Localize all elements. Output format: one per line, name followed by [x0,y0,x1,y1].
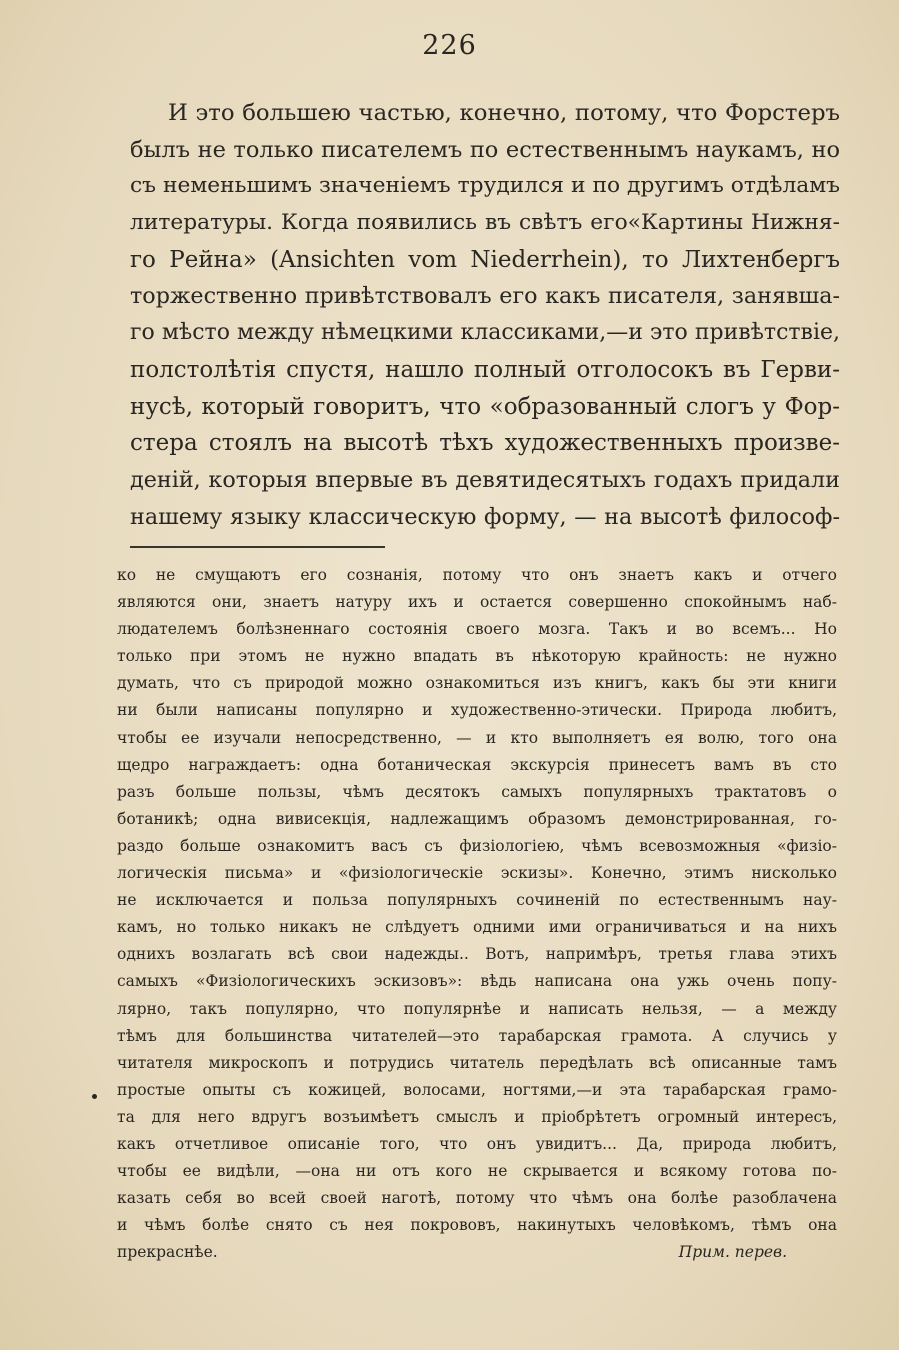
footnote-block [117,562,837,1266]
footnote-line: разъ больше пользы, чѣмъ десятокъ самыхъ популярныхъ трактатовъ о [117,782,837,801]
footnote-line: однихъ возлагать всѣ свои надежды.. Вотъ, напримѣръ, третья глава этихъ [117,945,837,964]
footnote-line: та для него вдругъ возъимѣетъ смыслъ и пріобрѣтетъ огромный интересъ, [117,1107,837,1126]
footnote-line: думать, что съ природой можно ознакомиться изъ книгъ, какъ бы эти книги [117,674,837,693]
footnote-line: ко не смущаютъ его сознанія, потому что онъ знаетъ какъ и отчего [117,566,837,584]
footnote-last-line [117,1239,837,1266]
main-text-line: литературы. Когда появились въ свѣтъ его«Картины Нижня- [130,210,840,236]
footnote-line: казать себя во всей своей наготѣ, потому что чѣмъ она болѣе разоблачена [117,1189,837,1208]
footnote-line: ни были написаны популярно и художественно-этически. Природа любитъ, [117,701,837,720]
main-text-line: торжественно привѣтствовалъ его какъ писателя, занявша- [130,283,840,310]
footnote-line: людателемъ болѣзненнаго состоянія своего мозга. Такъ и во всемъ... Но [117,620,837,639]
footnote-line: не исключается и польза популярныхъ сочиненій по естественнымъ нау- [117,891,837,910]
footnote-line: логическія письма» и «физіологическіе эскизы». Конечно, этимъ нисколько [117,864,837,883]
footnote-line: какъ отчетливое описаніе того, что онъ увидитъ... Да, природа любитъ, [117,1134,837,1153]
footnote-line: чтобы ее видѣли, —она ни отъ кого не скрывается и всякому готова по- [117,1162,837,1181]
footnote-line: самыхъ «Физіологическихъ эскизовъ»: вѣдь написана она ужь очень попу- [117,972,837,991]
footnote-line: раздо больше ознакомитъ васъ съ физіологіею, чѣмъ всевозможныя «физіо- [117,836,837,855]
main-text-line: нашему языку классическую форму, — на высотѣ философ- [130,503,840,530]
footnote-line: только при этомъ не нужно впадать въ нѣкоторую крайность: не нужно [117,647,837,666]
main-text-line: съ неменьшимъ значеніемъ трудился и по другимъ отдѣламъ [130,173,840,199]
main-text-line: нусѣ, который говоритъ, что «образованный слогъ у Фор- [130,393,840,420]
footnote-line: тѣмъ для большинства читателей—это тарабарская грамота. А случись у [117,1026,837,1045]
page-number: 226 [422,30,477,61]
footnote-line: простые опыты съ кожицей, волосами, ногтями,—и эта тарабарская грамо- [117,1080,837,1099]
footnote-line: являются они, знаетъ натуру ихъ и остается совершенно спокойнымъ наб- [117,593,837,612]
footnote-line: щедро награждаетъ: одна ботаническая экскурсія принесетъ вамъ въ сто [117,755,837,774]
footnote-line: ботаникѣ; одна вивисекція, надлежащимъ образомъ демонстрированная, го- [117,809,837,828]
footnote-line: читателя микроскопъ и потрудись читатель передѣлать всѣ описанные тамъ [117,1053,837,1072]
footnote-line: камъ, но только никакъ не слѣдуетъ одними ими ограничиваться и на нихъ [117,918,837,937]
main-text-line: го мѣсто между нѣмецкими классиками,—и это привѣтствіе, [130,320,840,346]
main-text-line: И это большею частью, конечно, потому, что Форстеръ [168,100,840,126]
footnote-separator-rule [130,546,385,548]
footnote-line: чтобы ее изучали непосредственно, — и кто выполняетъ ея волю, того она [117,728,837,747]
footnote-line: прекраснѣе. [117,1243,218,1262]
main-text-line: деній, которыя впервые въ девятидесятыхъ годахъ придали [130,466,840,493]
footnote-line: лярно, такъ популярно, что популярнѣе и написать нельзя, — а между [117,999,837,1018]
footnote-line: и чѣмъ болѣе снято съ нея покрововъ, накинутыхъ человѣкомъ, тѣмъ она [117,1216,837,1235]
main-text-line: полстолѣтія спустя, нашло полный отголосокъ въ Герви- [130,356,840,383]
main-text-block [130,95,840,535]
footnote-signature: Прим. перев. [678,1243,787,1262]
ink-speck [92,1094,97,1099]
main-text-line: былъ не только писателемъ по естественнымъ наукамъ, но [130,136,840,163]
main-text-line: стера стоялъ на высотѣ тѣхъ художественныхъ произве- [130,430,840,457]
main-text-line: го Рейна» (Ansichten vom Niederrhein), то Лихтенбергъ [130,246,840,273]
